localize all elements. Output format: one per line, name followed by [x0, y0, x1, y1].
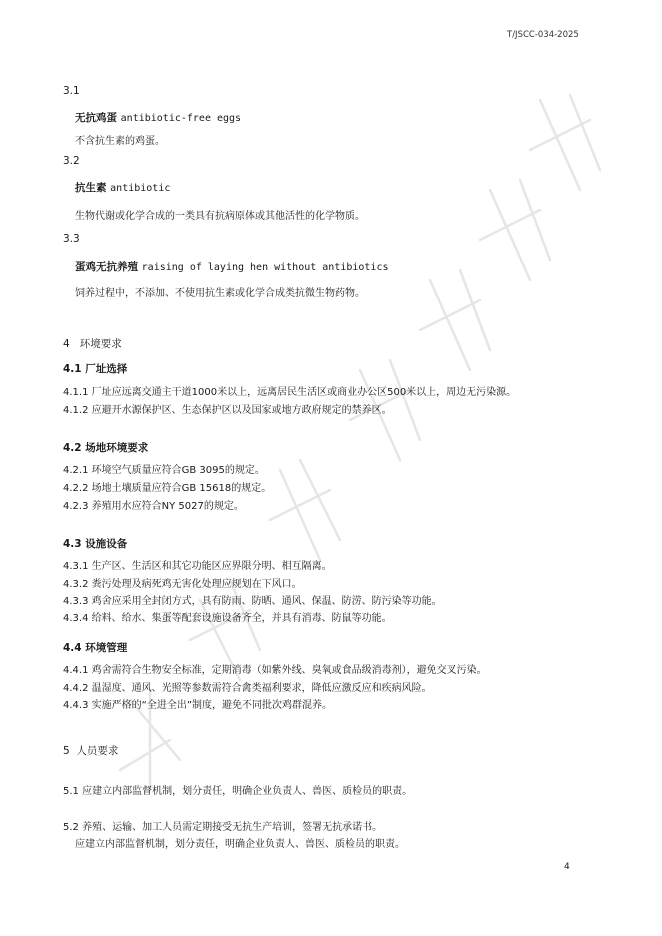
term-title-en: antibiotic	[110, 183, 171, 194]
clause-number: 4.3.3	[63, 596, 89, 607]
subsection-heading: 4.1 厂址选择	[63, 363, 128, 375]
term-number: 3.1	[63, 85, 80, 97]
clause-number: 4.2.2	[63, 483, 89, 494]
clause-text: 厂址应远离交通主干道1000米以上，远离居民生活区或商业办公区500米以上，周边无污染源。	[91, 387, 517, 398]
clause	[63, 661, 487, 676]
clause-text: 场地土壤质量应符合GB 15618的规定。	[91, 483, 272, 494]
clause-text: 鸡舍应采用全封闭方式，具有防雨、防晒、通风、保温、防涝、防污染等功能。	[91, 596, 442, 607]
clause-number: 4.4.3	[63, 700, 89, 711]
clause	[63, 461, 265, 476]
term-definition: 不含抗生素的鸡蛋。	[75, 136, 165, 147]
clause-text: 给料、给水、集蛋等配套设施设备齐全，并具有消毒、防鼠等功能。	[91, 613, 392, 624]
clause	[63, 818, 382, 833]
clause	[63, 782, 412, 797]
clause	[63, 557, 332, 572]
clause	[63, 479, 271, 494]
term-title-en: raising of laying hen without antibiotics	[141, 262, 389, 273]
clause-number: 5.2	[63, 822, 79, 833]
term-title-cn: 无抗鸡蛋	[75, 112, 117, 124]
clause-text: 鸡舍需符合生物安全标准，定期消毒（如紫外线、臭氧或食品级消毒剂），避免交叉污染。	[91, 665, 487, 676]
clause-number: 4.2.1	[63, 465, 89, 476]
clause-text: 温湿度、通风、光照等参数需符合禽类福利要求，降低应激反应和疾病风险。	[91, 683, 432, 694]
clause-text: 环境空气质量应符合GB 3095的规定。	[91, 465, 265, 476]
subsection-heading: 4.2 场地环境要求	[63, 442, 149, 454]
term-title-cn: 蛋鸡无抗养殖	[75, 261, 138, 273]
section-heading: 5 人员要求	[63, 745, 119, 757]
clause-text: 生产区、生活区和其它功能区应界限分明、相互隔离。	[91, 561, 332, 572]
clause-number: 4.4.1	[63, 665, 89, 676]
clause	[63, 383, 516, 398]
term-title	[75, 259, 389, 274]
clause-number: 4.1.2	[63, 405, 89, 416]
clause	[63, 696, 332, 711]
subsection-heading: 4.4 环境管理	[63, 642, 128, 654]
clause-text: 应避开水源保护区、生态保护区以及国家或地方政府规定的禁养区。	[91, 405, 392, 416]
clause-text: 养殖、运输、加工人员需定期接受无抗生产培训，签署无抗承诺书。	[82, 822, 383, 833]
standard-code: T/JSCC-034-2025	[507, 30, 579, 40]
term-title	[75, 110, 241, 125]
clause	[63, 592, 442, 607]
page-number: 4	[564, 862, 570, 872]
term-title	[75, 180, 170, 195]
clause-text: 应建立内部监督机制，划分责任，明确企业负责人、兽医、质检员的职责。	[82, 786, 413, 797]
term-definition: 饲养过程中，不添加、不使用抗生素或化学合成类抗微生物药物。	[75, 288, 365, 299]
term-definition: 生物代谢或化学合成的一类具有抗病原体或其他活性的化学物质。	[75, 211, 365, 222]
subsection-heading: 4.3 设施设备	[63, 538, 128, 550]
clause	[63, 401, 392, 416]
clause-text: 实施严格的“全进全出”制度，避免不同批次鸡群混养。	[91, 700, 333, 711]
clause-text: 粪污处理及病死鸡无害化处理应规划在下风口。	[91, 579, 302, 590]
term-title-cn: 抗生素	[75, 182, 107, 194]
clause-number: 4.3.1	[63, 561, 89, 572]
clause-number: 5.1	[63, 786, 79, 797]
clause-number: 4.1.1	[63, 387, 89, 398]
clause-continuation: 应建立内部监督机制，划分责任，明确企业负责人、兽医、质检员的职责。	[75, 839, 405, 850]
term-title-en: antibiotic-free eggs	[120, 113, 242, 124]
clause-number: 4.2.3	[63, 501, 89, 512]
clause-number: 4.3.2	[63, 579, 89, 590]
clause	[63, 609, 392, 624]
term-number: 3.3	[63, 233, 80, 245]
section-heading: 4 环境要求	[63, 338, 122, 350]
clause-text: 养殖用水应符合NY 5027的规定。	[91, 501, 244, 512]
clause-number: 4.3.4	[63, 613, 89, 624]
clause-number: 4.4.2	[63, 683, 89, 694]
term-number: 3.2	[63, 155, 80, 167]
clause	[63, 679, 432, 694]
clause	[63, 575, 302, 590]
clause	[63, 497, 244, 512]
